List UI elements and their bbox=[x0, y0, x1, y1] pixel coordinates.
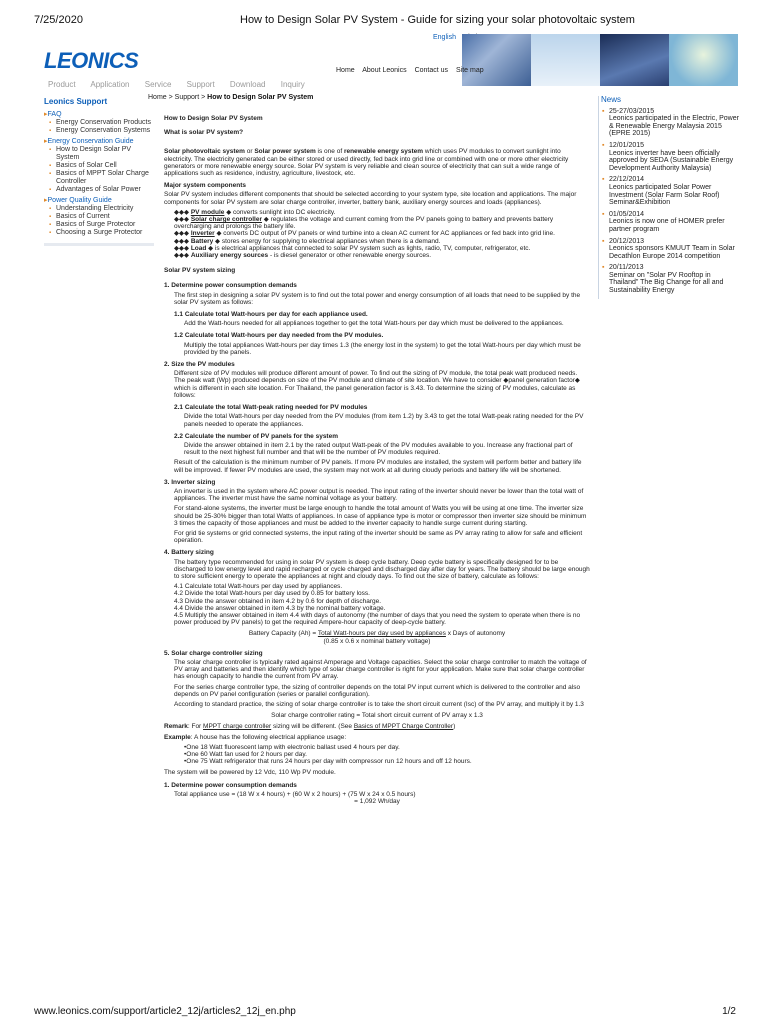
formula-denominator: (0.85 x 0.6 x nominal battery voltage) bbox=[323, 637, 431, 645]
sidebar-item[interactable]: ▪ Choosing a Surge Protector bbox=[44, 229, 156, 237]
sidebar-item[interactable]: ▪ Basics of MPPT Solar Charge Controller bbox=[44, 170, 156, 186]
news-title: News bbox=[601, 95, 622, 104]
news-item[interactable] bbox=[599, 211, 739, 234]
step-text: For stand-alone systems, the inverter must be large enough to handle the total amount of Watts you will be using at one time. The inverter size should be 25-30% bigger than total Watts of appliances. In case of appliance type is motor or compressor then inverter size should be minimum 3 times the capacity of those appliances and must be added to the inverter capacity to handle surge current during starting. bbox=[174, 505, 587, 527]
sidebar-item[interactable]: ▪ Advantages of Solar Power bbox=[44, 186, 156, 194]
page-number: 1/2 bbox=[722, 1006, 736, 1017]
news-panel bbox=[598, 96, 739, 299]
substep-heading: 2.1 Calculate the total Watt-peak rating needed for PV modules bbox=[174, 404, 368, 412]
formula-numerator: Total Watt-hours per day used by appliances bbox=[317, 630, 446, 638]
substep-text: Divide the total Watt-hours per day needed from the PV modules (from item 1.2) by 3.43 to get the total Watt-peak rating needed for the PV panels needed to operate the appliances. bbox=[184, 413, 584, 428]
component-item bbox=[164, 230, 590, 237]
print-title: How to Design Solar PV System - Guide for sizing your solar photovoltaic system bbox=[240, 14, 635, 26]
nav-sitemap[interactable]: Site map bbox=[456, 67, 484, 74]
news-text[interactable]: Seminar on "Solar PV Rooftop in Thailand" The Big Change for all and Sustainability Energy bbox=[609, 271, 724, 295]
formula-lhs: Battery Capacity (Ah) = bbox=[248, 630, 318, 638]
substep-heading: 1.2 Calculate total Watt-hours per day needed from the PV modules. bbox=[174, 332, 384, 340]
nav-inquiry[interactable]: Inquiry bbox=[280, 80, 305, 89]
components-intro: Solar PV system includes different components that should be selected according to your system type, site location and applications. The major components for solar PV system are solar charge controller, inverter, battery bank, auxiliary energy sources and loads (appliances). bbox=[164, 191, 577, 206]
sidebar-section-faq[interactable]: ▸ FAQ bbox=[44, 111, 156, 119]
example-item: • One 60 Watt fan used for 2 hours per day. bbox=[164, 751, 590, 758]
example bbox=[164, 734, 590, 741]
battery-step: 4.4 Divide the answer obtained in item 4.3 by the nominal battery voltage. bbox=[174, 604, 386, 612]
component-name[interactable]: PV module bbox=[190, 208, 225, 216]
component-name: Auxiliary energy sources bbox=[190, 252, 269, 260]
intro-paragraph bbox=[164, 148, 590, 177]
bullet-prefix: ◆◆◆ bbox=[174, 237, 189, 245]
mppt-basics-link[interactable]: Basics of MPPT Charge Controller bbox=[353, 723, 454, 731]
term: Solar photovoltaic system bbox=[164, 148, 245, 156]
main-nav bbox=[48, 80, 318, 89]
text: or bbox=[244, 148, 255, 156]
print-header bbox=[0, 14, 768, 28]
lightning-image bbox=[600, 34, 669, 86]
text: sizing will be different. (See bbox=[271, 723, 354, 731]
step-heading: 1. Determine power consumption demands bbox=[164, 781, 297, 789]
component-desc: converts sunlight into DC electricity. bbox=[231, 208, 336, 216]
component-item bbox=[164, 238, 590, 245]
component-name: Load bbox=[190, 244, 207, 252]
step-text: Different size of PV modules will produce different amount of power. To find out the sizing of PV module, the total peak watt produced needs. The peak watt (Wp) produced depends on size of the PV module and climate of site location. We have to consider ◆panel generation factor◆ which is different in each site location. For Thailand, the panel generation factor is 3.43. To determine the sizing of PV modules, calculate as follows: bbox=[174, 370, 580, 399]
sidebar-item[interactable]: ▪ Understanding Electricity bbox=[44, 205, 156, 213]
substep-text: Divide the answer obtained in item 2.1 by the rated output Watt-peak of the PV modules available to you. Increase any fractional part of result to the next highest full number and that will be the number of PV modules required. bbox=[184, 441, 573, 457]
news-text[interactable]: Leonics participated Solar Power Investment (Solar Farm Solar Roof) Seminar&Exhibition bbox=[609, 183, 720, 207]
news-text[interactable]: Leonics inverter have been officially approved by SEDA (Sustainable Energy Development Authority Malaysia) bbox=[609, 149, 734, 172]
nav-contact[interactable]: Contact us bbox=[414, 67, 449, 74]
step-text: According to standard practice, the sizing of solar charge controller is to take the short circuit current (Isc) of the PV array, and multiply it by 1.3 bbox=[174, 701, 584, 708]
calc-line: Total appliance use = (18 W x 4 hours) + (60 W x 2 hours) + (75 W x 24 x 0.5 hours) bbox=[174, 790, 416, 798]
top-nav bbox=[336, 67, 490, 74]
news-date: ▪ 20/12/2013 bbox=[609, 237, 645, 245]
component-name[interactable]: Inverter bbox=[190, 230, 215, 238]
component-item bbox=[164, 252, 590, 259]
bullet-mark: ◆ bbox=[214, 230, 222, 238]
component-name[interactable]: Solar charge controller bbox=[190, 216, 262, 224]
sidebar-section-power-quality[interactable]: ▸ Power Quality Guide bbox=[44, 197, 156, 205]
bullet-prefix: ◆◆◆ bbox=[174, 216, 189, 224]
article-title: How to Design Solar PV System bbox=[164, 115, 263, 122]
wind-turbine-image bbox=[531, 34, 600, 86]
battery-step: 4.2 Divide the total Watt-hours per day used by 0.85 for battery loss. bbox=[174, 590, 370, 598]
nav-service[interactable]: Service bbox=[144, 80, 172, 89]
step-heading: 2. Size the PV modules bbox=[164, 361, 235, 369]
sidebar-item[interactable]: ▪ Energy Conservation Systems bbox=[44, 127, 156, 135]
sidebar bbox=[44, 98, 156, 246]
sidebar-section-energy-guide[interactable]: ▸ Energy Conservation Guide bbox=[44, 138, 156, 146]
component-desc: stores energy for supplying to electrical appliances when there is a demand. bbox=[220, 237, 441, 245]
step-text: An inverter is used in the system where AC power output is needed. The input rating of the inverter should never be lower than the total watt of appliances. The inverter must have the same nominal voltage as your battery. bbox=[174, 487, 584, 503]
news-item[interactable] bbox=[599, 108, 739, 138]
component-desc: is electrical appliances that connected to solar PV system such as lights, radio, TV, computer, refrigerator, etc. bbox=[213, 244, 531, 252]
nav-support[interactable]: Support bbox=[186, 80, 215, 89]
components-heading: Major system components bbox=[164, 182, 246, 190]
step-text: For grid tie systems or grid connected systems, the input rating of the inverter should be same as PV array rating to allow for safe and efficient operation. bbox=[174, 529, 583, 545]
component-desc: - is diesel generator or other renewable energy sources. bbox=[268, 252, 432, 260]
news-item[interactable] bbox=[599, 238, 739, 261]
text: : A house has the following electrical appliance usage: bbox=[190, 733, 347, 741]
breadcrumb-path[interactable]: Home > Support > bbox=[148, 94, 208, 101]
news-date: ▪ 12/01/2015 bbox=[609, 141, 645, 149]
step-heading: 1. Determine power consumption demands bbox=[164, 282, 297, 290]
mppt-link[interactable]: MPPT charge controller bbox=[203, 723, 272, 731]
question-heading: What is solar PV system? bbox=[164, 129, 244, 137]
sidebar-item[interactable]: ▪ Energy Conservation Products bbox=[44, 119, 156, 127]
substep-heading: 2.2 Calculate the number of PV panels for the system bbox=[174, 432, 338, 440]
nav-about[interactable]: About Leonics bbox=[362, 67, 407, 74]
step-heading: 3. Inverter sizing bbox=[164, 478, 216, 486]
example-label: Example bbox=[164, 733, 191, 741]
bullet-prefix: ◆◆◆ bbox=[174, 252, 189, 260]
component-item bbox=[164, 216, 590, 230]
battery-formula bbox=[164, 630, 590, 637]
print-date: 7/25/2020 bbox=[34, 14, 83, 26]
news-text[interactable]: Leonics sponsors KMUUT Team in Solar Decathlon Europe 2014 competition bbox=[609, 245, 735, 260]
remark bbox=[164, 723, 590, 730]
breadcrumb bbox=[148, 94, 313, 101]
bullet-mark: ◆ bbox=[261, 216, 269, 224]
controller-formula: Solar charge controller rating = Total short circuit current of PV array x 1.3 bbox=[271, 712, 483, 720]
component-desc: converts DC output of PV panels or wind turbine into a clean AC current for AC appliances or fed back into grid line. bbox=[221, 230, 555, 238]
step-text: For the series charge controller type, the sizing of controller depends on the total PV input current which is delivered to the controller and also depends on PV panel configuration (series or parallel configuration). bbox=[174, 683, 581, 698]
nav-download[interactable]: Download bbox=[229, 80, 266, 89]
bullet-mark: ◆ bbox=[206, 244, 214, 252]
header-banner bbox=[462, 34, 738, 86]
term: Solar power system bbox=[254, 148, 316, 156]
battery-step: 4.5 Multiply the answer obtained in item 4.4 with days of autonomy (the number of days that you need the system to operate when there is no power produced by PV panels) to get the required Ampere-hour capacity of deep-cycle battery. bbox=[174, 611, 581, 627]
battery-step: 4.1 Calculate total Watt-hours per day used by appliances. bbox=[174, 583, 343, 591]
news-date: ▪ 01/05/2014 bbox=[609, 210, 645, 218]
term: renewable energy system bbox=[343, 148, 424, 156]
substep-text: Multiply the total appliances Watt-hours per day times 1.3 (the energy lost in the system) to get the total Watt-hours per day which must be provided by the panels. bbox=[184, 341, 581, 356]
news-item[interactable] bbox=[599, 176, 739, 206]
sidebar-title: Leonics Support bbox=[44, 97, 108, 106]
news-date: ▪ 22/12/2014 bbox=[609, 176, 645, 184]
nav-home[interactable]: Home bbox=[336, 67, 355, 74]
sidebar-item[interactable]: ▪ Basics of Current bbox=[44, 213, 156, 221]
news-date: ▪ 25-27/03/2015 bbox=[609, 107, 655, 115]
step-text: The solar charge controller is typically rated against Amperage and Voltage capacities. Select the solar charge controller to match the voltage of PV array and batteries and then identify which type of solar charge controller is right for your application. Make sure that solar charge controller has enough capacity to handle the current from PV array. bbox=[174, 658, 587, 681]
component-name: Battery bbox=[190, 237, 214, 245]
news-item[interactable] bbox=[599, 142, 739, 172]
lang-english[interactable]: English bbox=[433, 34, 456, 41]
article bbox=[164, 110, 590, 805]
lightbulb-image bbox=[669, 34, 738, 86]
bullet-prefix: ◆◆◆ bbox=[174, 208, 189, 216]
remark-label: Remark bbox=[164, 723, 188, 731]
nav-application[interactable]: Application bbox=[90, 80, 130, 89]
sidebar-item[interactable]: ▪ How to Design Solar PV System bbox=[44, 146, 156, 162]
substep-text: Add the Watt-hours needed for all appliances together to get the total Watt-hours per day which must be delivered to the appliances. bbox=[184, 320, 564, 328]
solar-panel-image bbox=[462, 34, 531, 86]
component-desc: regulates the voltage and current coming from the PV panels going to battery and prevents battery overcharging and prolongs the battery life. bbox=[174, 216, 554, 231]
sidebar-item[interactable]: ▪ Basics of Solar Cell bbox=[44, 162, 156, 170]
print-url: www.leonics.com/support/article2_12j/articles2_12j_en.php bbox=[34, 1006, 296, 1017]
substep-heading: 1.1 Calculate total Watt-hours per day for each appliance used. bbox=[174, 311, 368, 319]
step-heading: 4. Battery sizing bbox=[164, 549, 214, 557]
calc-result: = 1,092 Wh/day bbox=[354, 798, 400, 806]
example-system: The system will be powered by 12 Vdc, 110 Wp PV module. bbox=[164, 769, 336, 777]
text: which uses PV modules to convert sunlight into electricity. The electricity generated can be either stored or used directly, fed back into grid line or combined with one or more other electricity generators or more renewable energy source. Solar PV system is very reliable and clean source of electricity that can suit a wide range of applications such as residence, industry, agriculture, livestock, etc. bbox=[164, 148, 569, 178]
sizing-heading: Solar PV system sizing bbox=[164, 267, 236, 275]
news-item[interactable] bbox=[599, 264, 739, 294]
breadcrumb-current: How to Design Solar PV System bbox=[207, 94, 314, 101]
bullet-mark: ◆ bbox=[213, 237, 221, 245]
text: is one of bbox=[315, 148, 344, 156]
result-text: Result of the calculation is the minimum number of PV panels. If more PV modules are installed, the system will perform better and battery life will be improved. If fewer PV modules are used, the system may not work at all during cloudy periods and battery life will be shortened. bbox=[174, 459, 582, 474]
text: ) bbox=[453, 723, 456, 731]
step-text: The first step in designing a solar PV system is to find out the total power and energy consumption of all loads that need to be supplied by the solar PV system as follows: bbox=[174, 291, 581, 306]
news-date: ▪ 20/11/2013 bbox=[609, 264, 644, 272]
step-heading: 5. Solar charge controller sizing bbox=[164, 649, 263, 657]
formula-rhs: x Days of autonomy bbox=[445, 630, 506, 638]
component-item bbox=[164, 209, 590, 216]
component-item bbox=[164, 245, 590, 252]
example-item: • One 18 Watt fluorescent lamp with electronic ballast used 4 hours per day. bbox=[164, 744, 590, 751]
battery-step: 4.3 Divide the answer obtained in item 4.2 by 0.6 for depth of discharge. bbox=[174, 597, 382, 605]
bullet-prefix: ◆◆◆ bbox=[174, 244, 189, 252]
nav-product[interactable]: Product bbox=[48, 80, 76, 89]
news-text[interactable]: Leonics is now one of HOMER prefer partner program bbox=[609, 218, 725, 233]
step-text: The battery type recommended for using in solar PV system is deep cycle battery. Deep cycle battery is specifically designed for to be discharged to low energy level and rapid recharged or cycle charged and discharged day after day for years. The battery should be large enough to store sufficient energy to operate the appliances at night and cloudy days. To find out the size of battery, calculate as follows: bbox=[174, 558, 590, 580]
bullet-mark: ◆ bbox=[224, 208, 232, 216]
bullet-prefix: ◆◆◆ bbox=[174, 230, 189, 238]
sidebar-item[interactable]: ▪ Basics of Surge Protector bbox=[44, 221, 156, 229]
news-text[interactable]: Leonics participated in the Electric, Power & Renewable Energy Malaysia 2015 (EPRE 2015) bbox=[609, 115, 739, 138]
leonics-logo[interactable]: LEONICS bbox=[44, 48, 139, 73]
example-item: • One 75 Watt refrigerator that runs 24 hours per day with compressor run 12 hours and off 12 hours. bbox=[164, 758, 590, 765]
sidebar-divider bbox=[44, 243, 154, 246]
text: : For bbox=[187, 723, 204, 731]
